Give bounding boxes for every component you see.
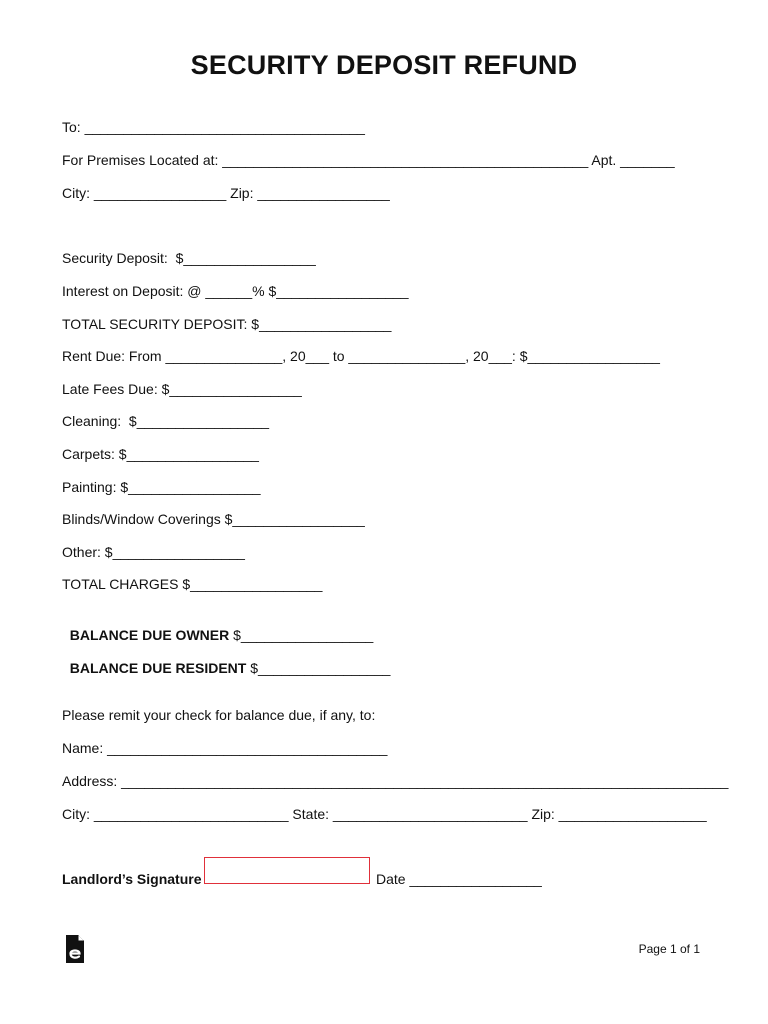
premises-field[interactable]: For Premises Located at: _______________________________________________ Apt. _______ xyxy=(62,152,675,168)
blinds-field[interactable]: Blinds/Window Coverings $_________________ xyxy=(62,511,365,527)
rent-due-field[interactable]: Rent Due: From _______________, 20___ to _______________, 20___: $_________________ xyxy=(62,348,660,364)
balance-resident-row[interactable] xyxy=(62,641,390,677)
balance-owner-row[interactable] xyxy=(62,608,373,644)
painting-field[interactable]: Painting: $_________________ xyxy=(62,479,261,495)
balance-owner-label: BALANCE DUE OWNER xyxy=(69,627,230,643)
interest-field[interactable]: Interest on Deposit: @ ______% $_________________ xyxy=(62,283,409,299)
security-deposit-field[interactable]: Security Deposit: $_________________ xyxy=(62,250,316,266)
city-state-zip-field[interactable]: City: _________________________ State: _________________________ Zip: ___________________ xyxy=(62,806,707,822)
balance-resident-label: BALANCE DUE RESIDENT xyxy=(69,660,247,676)
late-fees-field[interactable]: Late Fees Due: $_________________ xyxy=(62,381,302,397)
cleaning-field[interactable]: Cleaning: $_________________ xyxy=(62,413,270,429)
to-field[interactable]: To: ____________________________________ xyxy=(62,119,365,135)
document-title: SECURITY DEPOSIT REFUND xyxy=(190,50,578,80)
page-number: Page 1 of 1 xyxy=(638,942,700,956)
total-deposit-field[interactable]: TOTAL SECURITY DEPOSIT: $_________________ xyxy=(62,316,392,332)
name-field[interactable]: Name: ____________________________________ xyxy=(62,740,388,756)
total-charges-field[interactable]: TOTAL CHARGES $_________________ xyxy=(62,576,323,592)
date-field[interactable]: Date _________________ xyxy=(376,871,542,887)
balance-resident-field[interactable]: $_________________ xyxy=(246,660,391,676)
document-e-logo-icon xyxy=(64,934,86,964)
city-zip-field[interactable]: City: _________________ Zip: _________________ xyxy=(62,185,390,201)
balance-owner-field[interactable]: $_________________ xyxy=(229,627,374,643)
remit-instructions: Please remit your check for balance due, if any, to: xyxy=(62,707,376,723)
signature-label: Landlord’s Signature xyxy=(62,871,202,887)
carpets-field[interactable]: Carpets: $_________________ xyxy=(62,446,259,462)
other-field[interactable]: Other: $_________________ xyxy=(62,544,245,560)
signature-box[interactable] xyxy=(204,857,370,884)
address-field[interactable]: Address: ______________________________________________________________________________ xyxy=(62,773,729,789)
